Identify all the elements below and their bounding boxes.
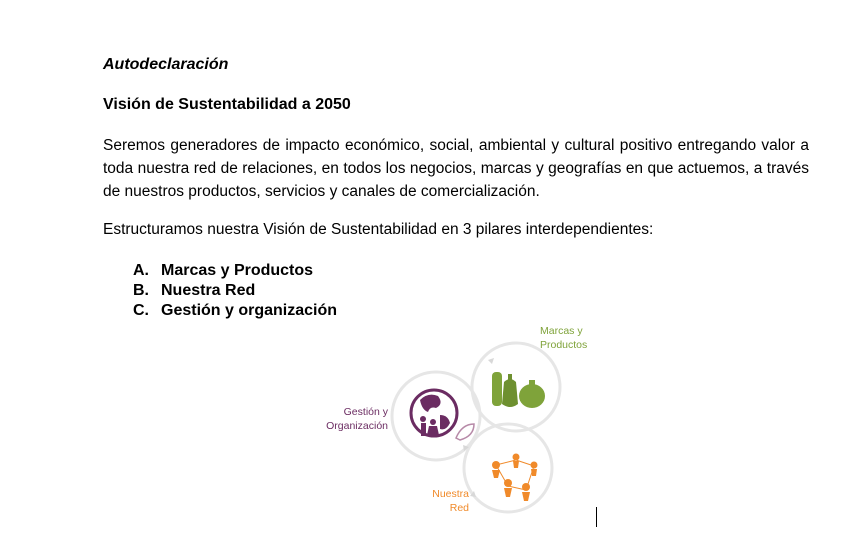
list-item-label: Marcas y Productos xyxy=(161,262,314,279)
vision-paragraph: Seremos generadores de impacto económico, social, ambiental y cultural positivo entregando valor a toda nuestra red de relaciones, en todos los negocios, marcas y geografías en que actuemos, a través de nuestros productos, servicios y canales de comercialización. xyxy=(103,137,809,200)
pillars-intro: Estructuramos nuestra Visión de Sustentabilidad en 3 pilares interdependientes: xyxy=(103,221,654,238)
list-item xyxy=(133,261,337,281)
list-item xyxy=(133,301,337,321)
gestion-label-line2: Organización xyxy=(326,420,388,432)
vision-title: Visión de Sustentabilidad a 2050 xyxy=(103,96,351,113)
red-label-line2: Red xyxy=(449,502,469,514)
pillars-list xyxy=(133,261,337,321)
list-item-letter: B. xyxy=(133,282,149,299)
red-ring xyxy=(464,424,552,512)
arrow-icon xyxy=(488,358,494,364)
people-network-icon xyxy=(492,454,538,502)
products-bottles-icon xyxy=(492,372,545,408)
self-declaration-heading: Autodeclaración xyxy=(103,56,229,73)
list-item-letter: C. xyxy=(133,302,149,319)
marcas-label-line1: Marcas y xyxy=(540,325,583,337)
gestion-label-line1: Gestión y xyxy=(343,406,388,418)
text-cursor xyxy=(596,507,597,527)
marcas-label-line2: Productos xyxy=(540,339,588,351)
globe-people-icon xyxy=(411,390,474,440)
red-label-line1: Nuestra xyxy=(432,488,469,500)
sustainability-pillars-diagram xyxy=(320,320,610,525)
list-item-letter: A. xyxy=(133,262,149,279)
list-item-label: Gestión y organización xyxy=(161,302,338,319)
list-item-label: Nuestra Red xyxy=(161,282,256,299)
list-item xyxy=(133,281,337,301)
